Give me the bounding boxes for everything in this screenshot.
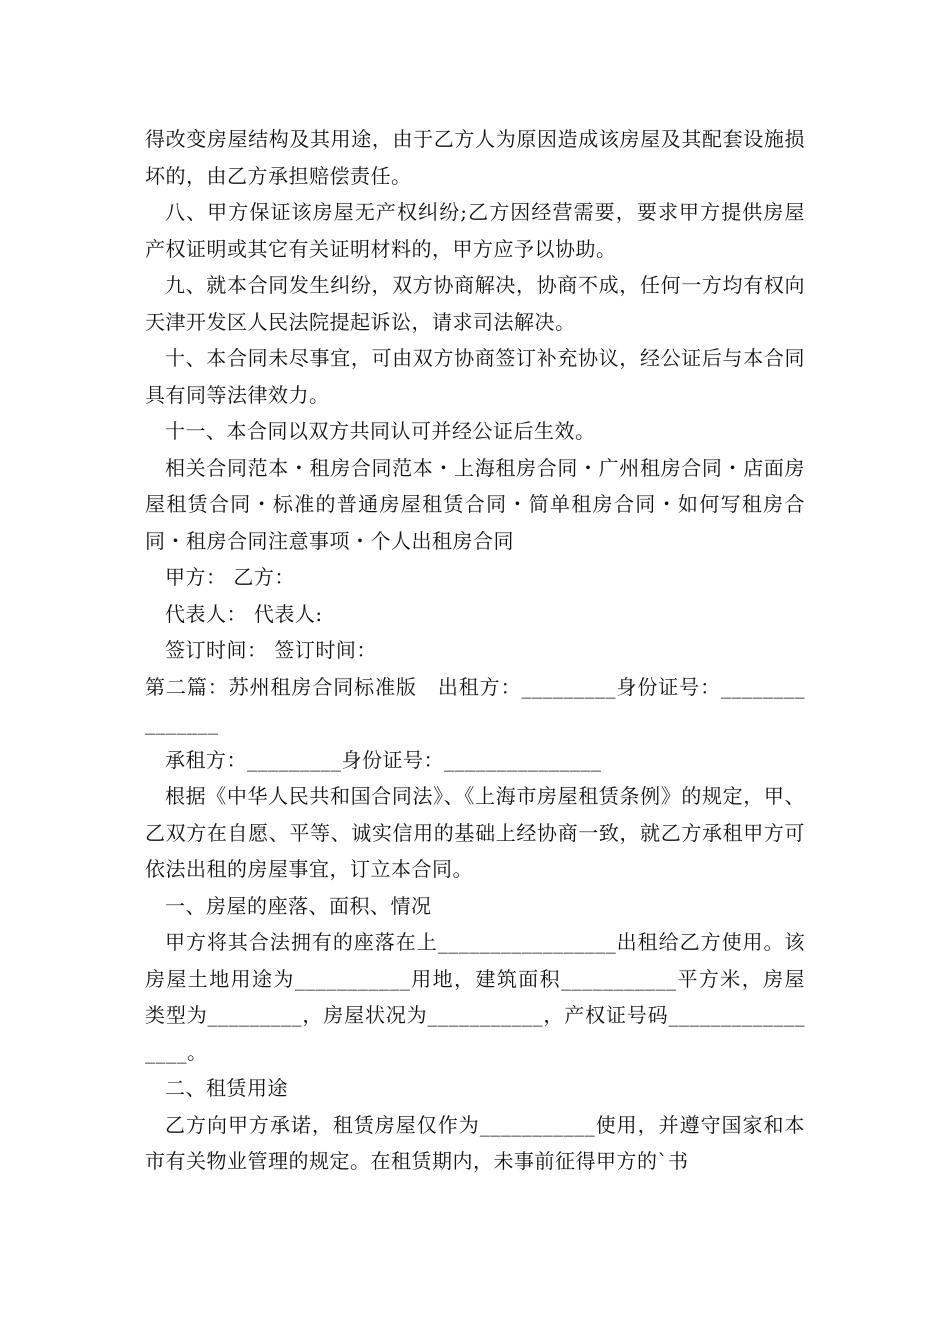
paragraph-2: 八、甲方保证该房屋无产权纠纷;乙方因经营需要，要求甲方提供房屋产权证明或其它有关证明材料的，甲方应予以协助。	[145, 200, 805, 261]
clause-one-body: 甲方将其合法拥有的座落在上_________________出租给乙方使用。该房屋土地用途为___________用地，建筑面积___________平方米，房屋类型为_________，房屋状况为___________，产权证号码_________________。	[145, 930, 805, 1064]
paragraph-1: 得改变房屋结构及其用途，由于乙方人为原因造成该房屋及其配套设施损坏的，由乙方承担赔偿责任。	[145, 127, 805, 188]
paragraph-5: 十一、本合同以双方共同认可并经公证后生效。	[165, 419, 596, 443]
signature-dates: 签订时间： 签订时间：	[165, 638, 377, 662]
document-body	[145, 121, 805, 1180]
clause-two-heading: 二、租赁用途	[165, 1076, 288, 1100]
paragraph-4: 十、本合同未尽事宜，可由双方协商签订补充协议，经公证后与本合同具有同等法律效力。	[145, 346, 805, 407]
paragraph-preamble: 根据《中华人民共和国合同法》、《上海市房屋租赁条例》的规定，甲、乙双方在自愿、平等、诚实信用的基础上经协商一致，就乙方承租甲方可依法出租的房屋事宜，订立本合同。	[145, 784, 805, 881]
paragraph-3: 九、就本合同发生纠纷，双方协商解决，协商不成，任何一方均有权向天津开发区人民法院提起诉讼，请求司法解决。	[145, 273, 805, 334]
clause-one-heading: 一、房屋的座落、面积、情况	[165, 893, 432, 918]
clause-two-body: 乙方向甲方承诺，租赁房屋仅作为___________使用，并遵守国家和本市有关物业管理的规定。在租赁期内，未事前征得甲方的`书	[145, 1112, 805, 1173]
lessee-line: 承租方：_________身份证号：_______________	[165, 747, 602, 772]
signature-parties: 甲方： 乙方：	[165, 565, 295, 589]
section-two-heading: 第二篇：苏州租房合同标准版 出租方：_________身份证号：_______________	[145, 674, 805, 735]
paragraph-related-links: 相关合同范本・租房合同范本・上海租房合同・广州租房合同・店面房屋租赁合同・标准的普通房屋租赁合同・简单租房合同・如何写租房合同・租房合同注意事项・个人出租房合同	[145, 455, 805, 553]
signature-representatives: 代表人： 代表人:	[165, 601, 323, 626]
